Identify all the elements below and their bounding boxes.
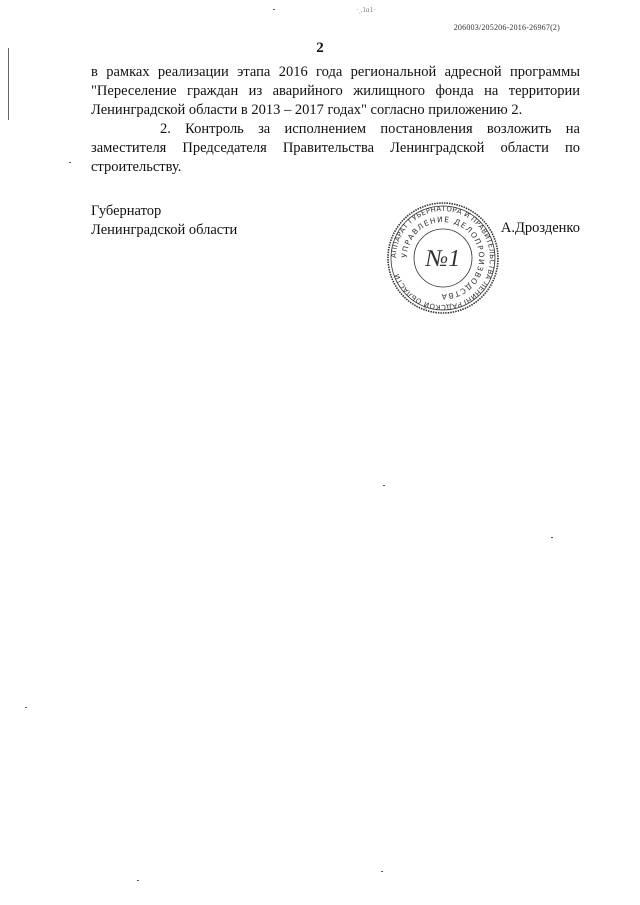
- paragraph-continuation: в рамках реализации этапа 2016 года региональной адресной программы "Переселение граждан из аварийного жилищного фонда на территории Ленинградской области в 2013 – 2017 годах" согласно приложению 2.: [91, 64, 580, 118]
- signature-block: [91, 202, 580, 242]
- body-text: [91, 63, 580, 177]
- page-number: 2: [316, 40, 324, 56]
- scan-mark: ·ˌ.1ɑ1·: [356, 6, 376, 14]
- stamp-outer-text: АППАРАТ ГУБЕРНАТОРА И ПРАВИТЕЛЬСТВА ЛЕНИНГРАДСКОЙ ОБЛАСТИ: [389, 204, 497, 312]
- scan-speck: [25, 707, 27, 708]
- stamp-inner-text: УПРАВЛЕНИЕ ДЕЛОПРОИЗВОДСТВА: [399, 214, 487, 302]
- signatory-title: Губернатор: [91, 203, 162, 219]
- signatory-region: Ленинградской области: [91, 222, 238, 238]
- scan-speck: [381, 871, 383, 872]
- official-stamp: [385, 200, 501, 316]
- scan-speck: [137, 880, 139, 881]
- scan-speck: [69, 162, 71, 163]
- stamp-number: №1: [425, 246, 461, 272]
- paragraph-control: 2. Контроль за исполнением постановления возложить на заместителя Председателя Правительства Ленинградской области по строительству.: [91, 121, 580, 175]
- signatory-name: А.Дрозденко: [500, 220, 580, 236]
- scan-speck: [383, 485, 385, 486]
- scan-speck: [551, 537, 553, 538]
- scan-speck: [273, 9, 275, 10]
- document-id: 206003/205206-2016-26967(2): [453, 23, 560, 32]
- scan-margin-line: [8, 48, 9, 120]
